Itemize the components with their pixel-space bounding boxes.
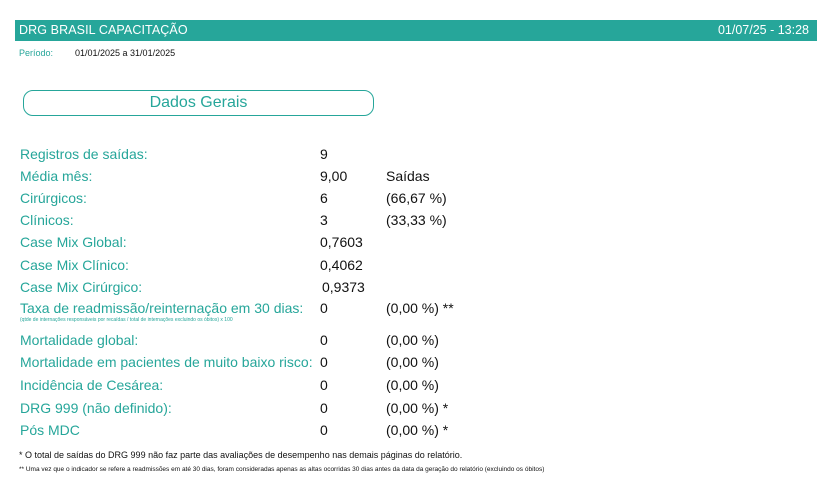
footnote-readmissao: ** Uma vez que o indicador se refere a readmissões em até 30 dias, foram consideradas apenas as altas ocorridas 30 dias antes da data da geração do relatório (excluindo os óbitos) [19,466,545,473]
metric-value: 0 [320,332,328,348]
metric-value: 0 [320,377,328,393]
metric-row-mortalidade-global [0,332,825,352]
metric-label: Incidência de Cesárea: [20,377,164,393]
section-header-box [23,90,374,116]
footnote-drg-999: * O total de saídas do DRG 999 não faz parte das avaliações de desempenho nas demais páginas do relatório. [19,450,463,460]
metric-row-mortalidade-baixo-risco [0,354,825,374]
section-title: Dados Gerais [149,94,248,111]
metric-row-cesarea [0,377,825,397]
metric-label: DRG 999 (não definido): [20,400,172,416]
metric-row-case-mix-clinico [0,257,825,277]
metric-row-drg-999 [0,400,825,420]
metric-extra: Saídas [386,168,430,184]
metric-value: 0,7603 [320,234,363,250]
metric-row-media-mes [0,168,825,188]
metric-label: Case Mix Cirúrgico: [20,279,143,295]
metric-label: Clínicos: [20,212,74,228]
metric-value: 9 [320,146,328,162]
metric-label: Pós MDC [20,422,80,438]
metric-value: 0 [320,422,328,438]
metric-value: 0,4062 [320,257,363,273]
metric-sublabel: (qtde de internações responsáveis por recaídas / total de internações excluindo os óbitos) x 100 [20,317,233,323]
metric-value: 0 [320,354,328,370]
metric-row-pos-mdc [0,422,825,442]
metric-extra: (0,00 %) [386,332,439,348]
metric-extra: (0,00 %) [386,354,439,370]
report-timestamp: 01/07/25 - 13:28 [717,23,809,37]
metric-label: Mortalidade em pacientes de muito baixo risco: [20,354,313,370]
report-header [15,20,817,41]
metric-row-case-mix-cirurgico [0,279,825,299]
metric-extra: (0,00 %) * [386,400,449,416]
app-title: DRG BRASIL CAPACITAÇÃO [19,23,188,37]
period-label: Período: [19,48,54,58]
metric-extra: (0,00 %) * [386,422,449,438]
metric-value: 6 [320,190,328,206]
metric-extra: (0,00 %) ** [386,300,454,316]
metric-label: Média mês: [20,168,93,184]
metric-extra: (33,33 %) [386,212,447,228]
period-value: 01/01/2025 a 31/01/2025 [75,48,176,58]
metric-label: Taxa de readmissão/reinternação em 30 dias: [20,300,304,316]
metric-value: 0,9373 [322,279,365,295]
metric-extra: (66,67 %) [386,190,447,206]
metric-row-case-mix-global [0,234,825,254]
metric-label: Mortalidade global: [20,332,139,348]
metric-label: Cirúrgicos: [20,190,87,206]
metric-label: Registros de saídas: [20,146,148,162]
metric-extra: (0,00 %) [386,377,439,393]
metric-value: 0 [320,400,328,416]
metric-row-cirurgicos [0,190,825,210]
metric-row-readmissao [0,300,825,326]
metric-label: Case Mix Global: [20,234,127,250]
metric-label: Case Mix Clínico: [20,257,129,273]
metric-value: 0 [320,300,328,316]
metric-row-clinicos [0,212,825,232]
metric-value: 9,00 [320,168,348,184]
metric-row-registros [0,146,825,166]
metric-value: 3 [320,212,328,228]
